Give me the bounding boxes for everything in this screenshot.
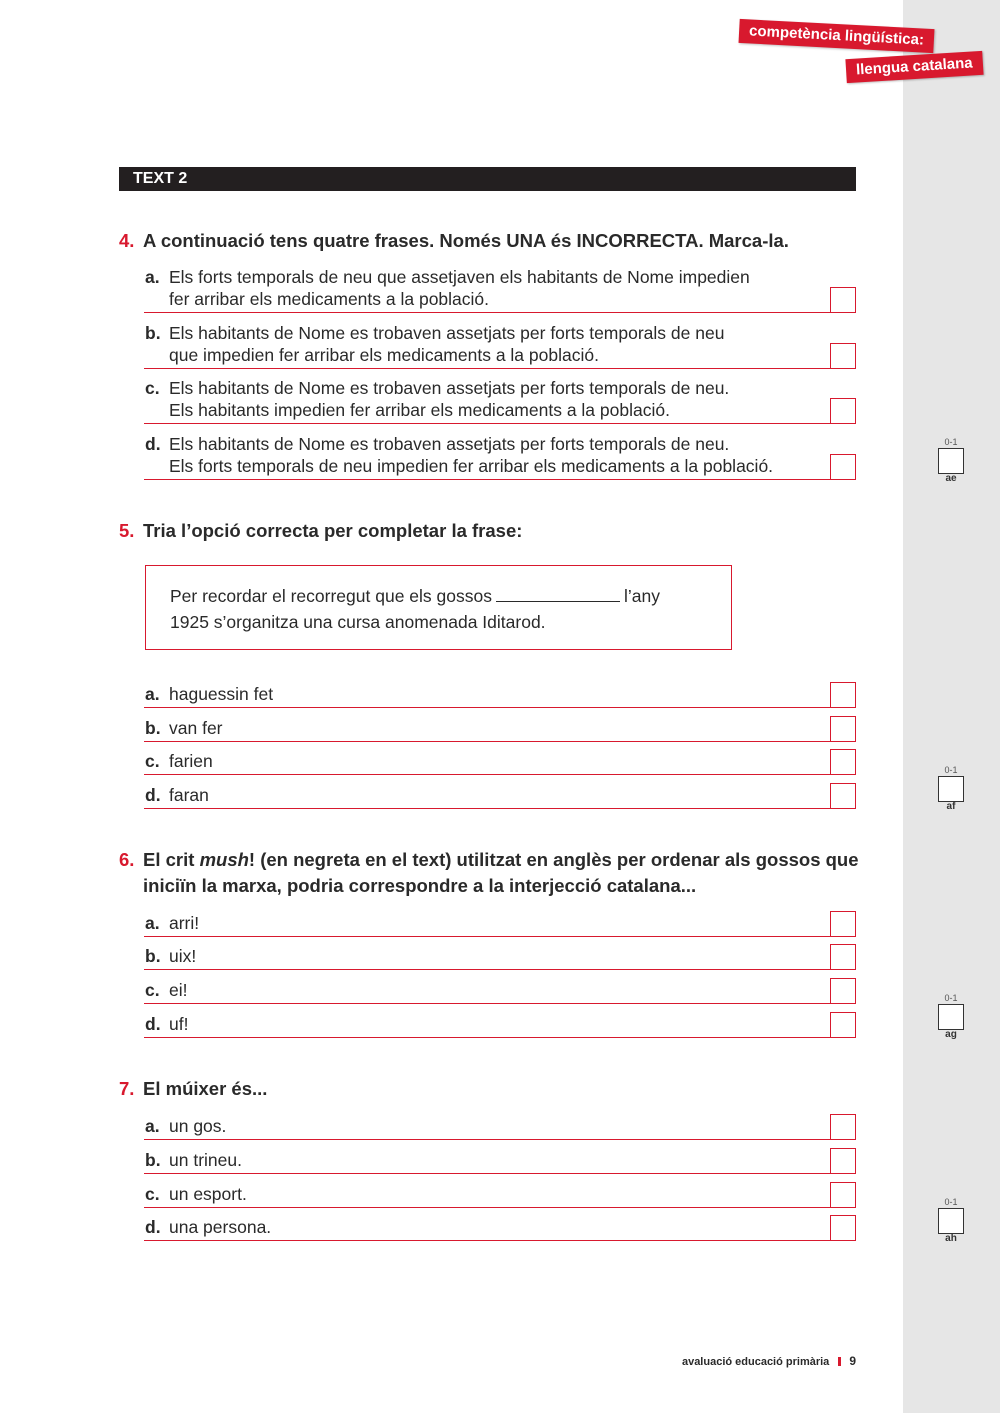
option-text-line2: Els habitants impedien fer arribar els medicaments a la població. bbox=[169, 400, 670, 420]
option-text: ei! bbox=[169, 980, 188, 1000]
option-letter: d. bbox=[145, 1014, 161, 1034]
answer-checkbox[interactable] bbox=[830, 398, 856, 424]
score-input-box[interactable] bbox=[938, 776, 964, 802]
score-box-question-7 bbox=[938, 1197, 964, 1245]
question-6-option-a[interactable] bbox=[145, 912, 856, 937]
score-code: ae bbox=[945, 473, 957, 484]
answer-checkbox[interactable] bbox=[830, 783, 856, 809]
option-text: una persona. bbox=[169, 1217, 272, 1237]
answer-line bbox=[144, 1139, 856, 1140]
answer-line bbox=[144, 312, 856, 313]
score-input-box[interactable] bbox=[938, 1004, 964, 1030]
question-6-heading bbox=[119, 847, 859, 899]
answer-checkbox[interactable] bbox=[830, 749, 856, 775]
section-title: TEXT 2 bbox=[119, 167, 856, 191]
score-input-box[interactable] bbox=[938, 448, 964, 474]
answer-line bbox=[144, 936, 856, 937]
question-text-end: ! (en negreta en el text) utilitzat en anglès per ordenar als gossos que iniciïn la marxa, podria correspondre a la interjecció catalana... bbox=[143, 849, 859, 896]
sentence-line2: 1925 s’organitza una cursa anomenada Iditarod. bbox=[170, 612, 546, 632]
sentence-after: l’any bbox=[623, 586, 660, 606]
page-footer bbox=[682, 1354, 856, 1368]
question-4-option-d[interactable] bbox=[145, 433, 856, 480]
option-text: un gos. bbox=[169, 1116, 227, 1136]
option-text: un trineu. bbox=[169, 1150, 242, 1170]
option-text-line1: Els forts temporals de neu que assetjaven els habitants de Nome impedien bbox=[169, 267, 750, 287]
option-text: un esport. bbox=[169, 1184, 247, 1204]
question-7-option-b[interactable] bbox=[145, 1149, 856, 1174]
option-text: van fer bbox=[169, 718, 223, 738]
option-letter: b. bbox=[145, 718, 161, 738]
option-text-line2: Els forts temporals de neu impedien fer arribar els medicaments a la població. bbox=[169, 456, 774, 476]
option-text-line2: que impedien fer arribar els medicaments a la població. bbox=[169, 345, 599, 365]
question-4-heading bbox=[119, 228, 859, 254]
question-7-option-a[interactable] bbox=[145, 1115, 856, 1140]
answer-checkbox[interactable] bbox=[830, 1148, 856, 1174]
question-4-option-c[interactable] bbox=[145, 377, 856, 424]
score-code: ah bbox=[945, 1233, 957, 1244]
answer-line bbox=[144, 1207, 856, 1208]
subject-tag-line1: competència lingüística: bbox=[739, 19, 935, 53]
option-letter: d. bbox=[145, 1217, 161, 1237]
answer-checkbox[interactable] bbox=[830, 944, 856, 970]
question-7-option-d[interactable] bbox=[145, 1216, 856, 1241]
answer-line bbox=[144, 1173, 856, 1174]
answer-checkbox[interactable] bbox=[830, 1215, 856, 1241]
answer-line bbox=[144, 1037, 856, 1038]
option-letter: d. bbox=[145, 434, 161, 454]
option-letter: a. bbox=[145, 913, 160, 933]
question-number: 5. bbox=[119, 520, 135, 541]
option-letter: a. bbox=[145, 1116, 160, 1136]
score-range: 0-1 bbox=[944, 1197, 958, 1207]
option-letter: d. bbox=[145, 785, 161, 805]
question-5-option-d[interactable] bbox=[145, 784, 856, 809]
score-input-box[interactable] bbox=[938, 1208, 964, 1234]
subject-tag-line2: llengua catalana bbox=[845, 51, 983, 83]
question-4-option-b[interactable] bbox=[145, 322, 856, 369]
score-box-question-4 bbox=[938, 437, 964, 485]
question-6-option-b[interactable] bbox=[145, 945, 856, 970]
question-text-italic: mush bbox=[199, 849, 249, 870]
score-code: ag bbox=[945, 1029, 957, 1040]
answer-checkbox[interactable] bbox=[830, 1182, 856, 1208]
option-letter: a. bbox=[145, 684, 160, 704]
option-text: uf! bbox=[169, 1014, 189, 1034]
answer-checkbox[interactable] bbox=[830, 343, 856, 369]
option-letter: b. bbox=[145, 946, 161, 966]
question-number: 6. bbox=[119, 849, 135, 870]
question-text: Tria l’opció correcta per completar la frase: bbox=[143, 520, 523, 541]
fill-in-blank bbox=[496, 583, 620, 602]
answer-checkbox[interactable] bbox=[830, 682, 856, 708]
answer-line bbox=[144, 1003, 856, 1004]
answer-checkbox[interactable] bbox=[830, 978, 856, 1004]
score-box-question-6 bbox=[938, 993, 964, 1041]
option-text: farien bbox=[169, 751, 213, 771]
question-7-option-c[interactable] bbox=[145, 1183, 856, 1208]
option-text-line1: Els habitants de Nome es trobaven assetjats per forts temporals de neu. bbox=[169, 434, 730, 454]
answer-line bbox=[144, 423, 856, 424]
option-text-line2: fer arribar els medicaments a la població. bbox=[169, 289, 490, 309]
question-number: 4. bbox=[119, 230, 135, 251]
question-6-option-c[interactable] bbox=[145, 979, 856, 1004]
option-letter: c. bbox=[145, 751, 160, 771]
score-code: af bbox=[946, 801, 956, 812]
score-range: 0-1 bbox=[944, 437, 958, 447]
option-letter: c. bbox=[145, 378, 160, 398]
answer-checkbox[interactable] bbox=[830, 454, 856, 480]
option-text-line1: Els habitants de Nome es trobaven assetjats per forts temporals de neu. bbox=[169, 378, 730, 398]
question-number: 7. bbox=[119, 1078, 135, 1099]
footer-label: avaluació educació primària bbox=[681, 1356, 830, 1368]
score-range: 0-1 bbox=[944, 765, 958, 775]
score-range: 0-1 bbox=[944, 993, 958, 1003]
answer-line bbox=[144, 707, 856, 708]
score-box-question-5 bbox=[938, 765, 964, 813]
footer-separator bbox=[838, 1357, 841, 1366]
page-number: 9 bbox=[849, 1354, 856, 1368]
option-letter: b. bbox=[145, 1150, 161, 1170]
answer-checkbox[interactable] bbox=[830, 716, 856, 742]
option-text: uix! bbox=[169, 946, 197, 966]
answer-checkbox[interactable] bbox=[830, 1012, 856, 1038]
answer-line bbox=[144, 808, 856, 809]
question-5-option-a[interactable] bbox=[145, 683, 856, 708]
question-text: El múixer és... bbox=[143, 1078, 268, 1099]
option-letter: c. bbox=[145, 1184, 160, 1204]
answer-line bbox=[144, 969, 856, 970]
question-5-option-b[interactable] bbox=[145, 717, 856, 742]
option-text: faran bbox=[169, 785, 209, 805]
option-text: arri! bbox=[169, 913, 200, 933]
option-text-line1: Els habitants de Nome es trobaven assetjats per forts temporals de neu bbox=[169, 323, 725, 343]
option-letter: c. bbox=[145, 980, 160, 1000]
question-4-option-a[interactable] bbox=[145, 266, 856, 313]
option-letter: b. bbox=[145, 323, 161, 343]
sentence-before: Per recordar el recorregut que els gossos bbox=[170, 586, 492, 606]
question-7-heading bbox=[119, 1076, 859, 1102]
option-letter: a. bbox=[145, 267, 160, 287]
option-text: haguessin fet bbox=[169, 684, 274, 704]
answer-line bbox=[144, 479, 856, 480]
answer-checkbox[interactable] bbox=[830, 287, 856, 313]
answer-line bbox=[144, 1240, 856, 1241]
sentence-to-complete bbox=[145, 565, 732, 650]
answer-line bbox=[144, 368, 856, 369]
question-5-heading bbox=[119, 518, 859, 544]
answer-checkbox[interactable] bbox=[830, 1114, 856, 1140]
question-text-start: El crit bbox=[143, 849, 200, 870]
question-6-option-d[interactable] bbox=[145, 1013, 856, 1038]
answer-line bbox=[144, 774, 856, 775]
question-5-option-c[interactable] bbox=[145, 750, 856, 775]
question-text: A continuació tens quatre frases. Només UNA és INCORRECTA. Marca-la. bbox=[143, 230, 789, 251]
answer-checkbox[interactable] bbox=[830, 911, 856, 937]
answer-line bbox=[144, 741, 856, 742]
question-text bbox=[143, 847, 859, 899]
